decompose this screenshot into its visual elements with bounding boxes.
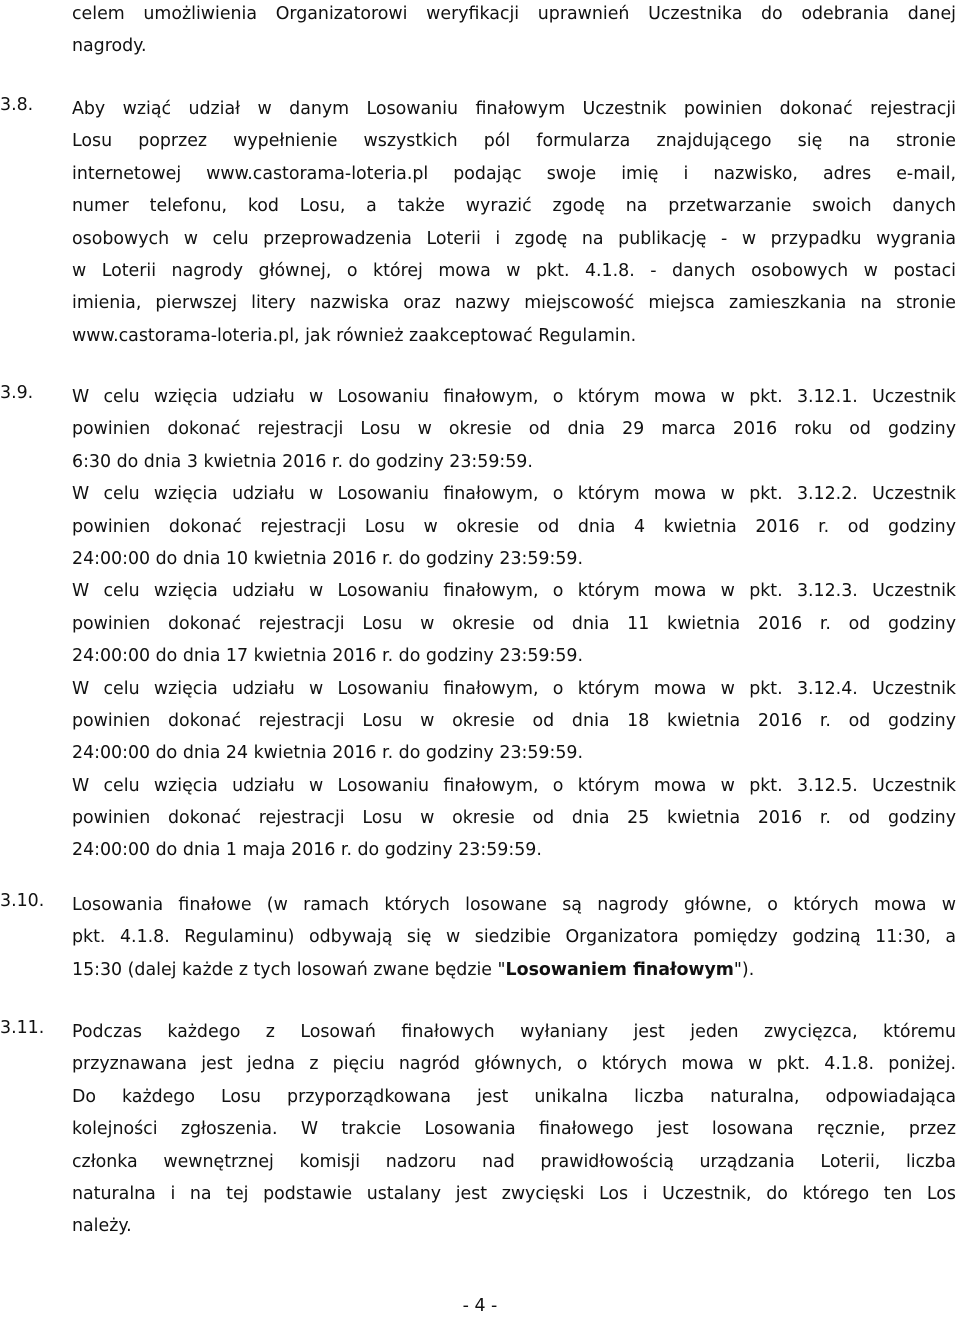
defined-term: Losowaniem finałowym bbox=[505, 959, 734, 980]
text-line: pkt. 4.1.8. Regulaminu) odbywają się w siedzibie Organizatora pomiędzy godziną 11:30, a bbox=[72, 927, 956, 948]
text-line: powinien dokonać rejestracji Losu w okresie od dnia 11 kwietnia 2016 r. od godziny bbox=[72, 613, 956, 634]
text-line: 24:00:00 do dnia 1 maja 2016 r. do godziny 23:59:59. bbox=[72, 840, 542, 861]
text-line: Aby wziąć udział w danym Losowaniu finałowym Uczestnik powinien dokonać rejestracji bbox=[72, 99, 956, 119]
text-line: należy. bbox=[72, 1216, 132, 1237]
section-body bbox=[72, 889, 956, 986]
text-fragment: "). bbox=[733, 959, 755, 980]
text-line: 6:30 do dnia 3 kwietnia 2016 r. do godziny 23:59:59. bbox=[72, 451, 533, 472]
text-line: osobowych w celu przeprowadzenia Loterii i zgodę na publikację - w przypadku wygrania bbox=[72, 228, 956, 249]
text-line: imienia, pierwszej litery nazwiska oraz nazwy miejscowość miejsca zamieszkania na stronie bbox=[72, 293, 956, 314]
text-line: internetowej www.castorama-loteria.pl podając swoje imię i nazwisko, adres e-mail, bbox=[72, 163, 956, 184]
text-line: W celu wzięcia udziału w Losowaniu finałowym, o którym mowa w pkt. 3.12.1. Uczestnik bbox=[72, 387, 956, 407]
section-number: 3.11. bbox=[0, 1018, 45, 1038]
text-line: 24:00:00 do dnia 24 kwietnia 2016 r. do godziny 23:59:59. bbox=[72, 743, 584, 764]
text-line: powinien dokonać rejestracji Losu w okresie od dnia 18 kwietnia 2016 r. od godziny bbox=[72, 710, 956, 731]
page-number: - 4 - bbox=[462, 1296, 498, 1316]
text-line: www.castorama-loteria.pl, jak również zaakceptować Regulamin. bbox=[72, 325, 637, 346]
text-fragment: 15:30 (dalej każde z tych losowań zwane będzie " bbox=[72, 959, 506, 980]
text-line bbox=[72, 954, 956, 986]
text-line: w Loterii nagrody głównej, o której mowa w pkt. 4.1.8. - danych osobowych w postaci bbox=[72, 260, 956, 281]
section-number: 3.10. bbox=[0, 891, 45, 911]
continuation-body bbox=[72, 0, 956, 63]
section-body bbox=[72, 1016, 956, 1243]
text-line: powinien dokonać rejestracji Losu w okresie od dnia 29 marca 2016 roku od godziny bbox=[72, 419, 956, 440]
text-line: naturalna i na tej podstawie ustalany jest zwycięski Los i Uczestnik, do którego ten Los bbox=[72, 1183, 956, 1204]
text-line: powinien dokonać rejestracji Losu w okresie od dnia 4 kwietnia 2016 r. od godziny bbox=[72, 516, 956, 537]
section-body bbox=[72, 93, 956, 352]
text-line: powinien dokonać rejestracji Losu w okresie od dnia 25 kwietnia 2016 r. od godziny bbox=[72, 808, 956, 829]
text-line: W celu wzięcia udziału w Losowaniu finałowym, o którym mowa w pkt. 3.12.5. Uczestnik bbox=[72, 775, 956, 796]
section-number: 3.9. bbox=[0, 383, 34, 403]
text-line: Podczas każdego z Losowań finałowych wyłaniany jest jeden zwycięzca, któremu bbox=[72, 1022, 956, 1042]
section-number: 3.8. bbox=[0, 95, 34, 115]
text-line: numer telefonu, kod Losu, a także wyrazić zgodę na przetwarzanie swoich danych bbox=[72, 196, 956, 217]
text-line: W celu wzięcia udziału w Losowaniu finałowym, o którym mowa w pkt. 3.12.4. Uczestnik bbox=[72, 678, 956, 699]
text-line: celem umożliwienia Organizatorowi weryfikacji uprawnień Uczestnika do odebrania danej bbox=[72, 4, 956, 24]
text-line: członka wewnętrznej komisji nadzoru nad prawidłowością urządzania Loterii, liczba bbox=[72, 1151, 956, 1172]
text-line: 24:00:00 do dnia 17 kwietnia 2016 r. do godziny 23:59:59. bbox=[72, 646, 584, 667]
text-line: W celu wzięcia udziału w Losowaniu finałowym, o którym mowa w pkt. 3.12.2. Uczestnik bbox=[72, 484, 956, 505]
section-body bbox=[72, 381, 956, 867]
text-line: W celu wzięcia udziału w Losowaniu finałowym, o którym mowa w pkt. 3.12.3. Uczestnik bbox=[72, 581, 956, 602]
text-line: Losowania finałowe (w ramach których losowane są nagrody główne, o których mowa w bbox=[72, 895, 956, 915]
text-line: Do każdego Losu przyporządkowana jest unikalna liczba naturalna, odpowiadająca bbox=[72, 1086, 956, 1107]
text-line: nagrody. bbox=[72, 36, 147, 57]
text-line: przyznawana jest jedna z pięciu nagród głównych, o których mowa w pkt. 4.1.8. poniżej. bbox=[72, 1054, 956, 1075]
text-line: kolejności zgłoszenia. W trakcie Losowania finałowego jest losowana ręcznie, przez bbox=[72, 1119, 956, 1140]
text-line: 24:00:00 do dnia 10 kwietnia 2016 r. do godziny 23:59:59. bbox=[72, 548, 584, 569]
text-line: Losu poprzez wypełnienie wszystkich pól formularza znajdującego się na stronie bbox=[72, 131, 956, 152]
